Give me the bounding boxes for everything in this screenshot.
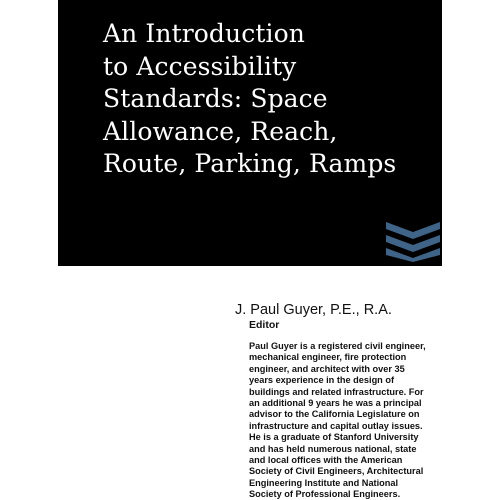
bio-line: He is a graduate of Stanford University [249, 432, 419, 443]
bio-line: Society of Professional Engineers. [249, 489, 401, 500]
title-line: Allowance, Reach, [103, 116, 338, 146]
title-line: Standards: Space [103, 84, 328, 113]
author-role: Editor [249, 319, 280, 331]
cover-title-band [58, 0, 442, 266]
bio-line: mechanical engineer, fire protection [249, 352, 407, 363]
bio-line: infrastructure and capital outlay issues. [249, 420, 423, 431]
author-name: J. Paul Guyer, P.E., R.A. [235, 302, 392, 318]
bio-line: years experience in the design of [249, 375, 395, 386]
book-title [103, 18, 433, 181]
bio-line: Society of Civil Engineers, Architectural [249, 466, 424, 477]
bio-line: Paul Guyer is a registered civil engineer, [249, 341, 426, 351]
title-line: An Introduction [103, 19, 305, 48]
bio-line: and has held numerous national, state [249, 443, 417, 454]
bio-line: an additional 9 years he was a principal [249, 398, 422, 409]
bio-line: Engineering Institute and National [249, 477, 399, 488]
bio-line: and local offices with the American [249, 455, 403, 466]
bio-line: advisor to the California Legislature on [249, 409, 420, 420]
title-line: Route, Parking, Ramps [103, 149, 397, 178]
author-bio [249, 341, 449, 500]
bio-line: engineer, and architect with over 35 [249, 363, 405, 374]
bio-line: buildings and related infrastructure. For [249, 386, 424, 397]
triple-chevron-down-icon [386, 220, 440, 262]
title-line: to Accessibility [103, 51, 297, 81]
